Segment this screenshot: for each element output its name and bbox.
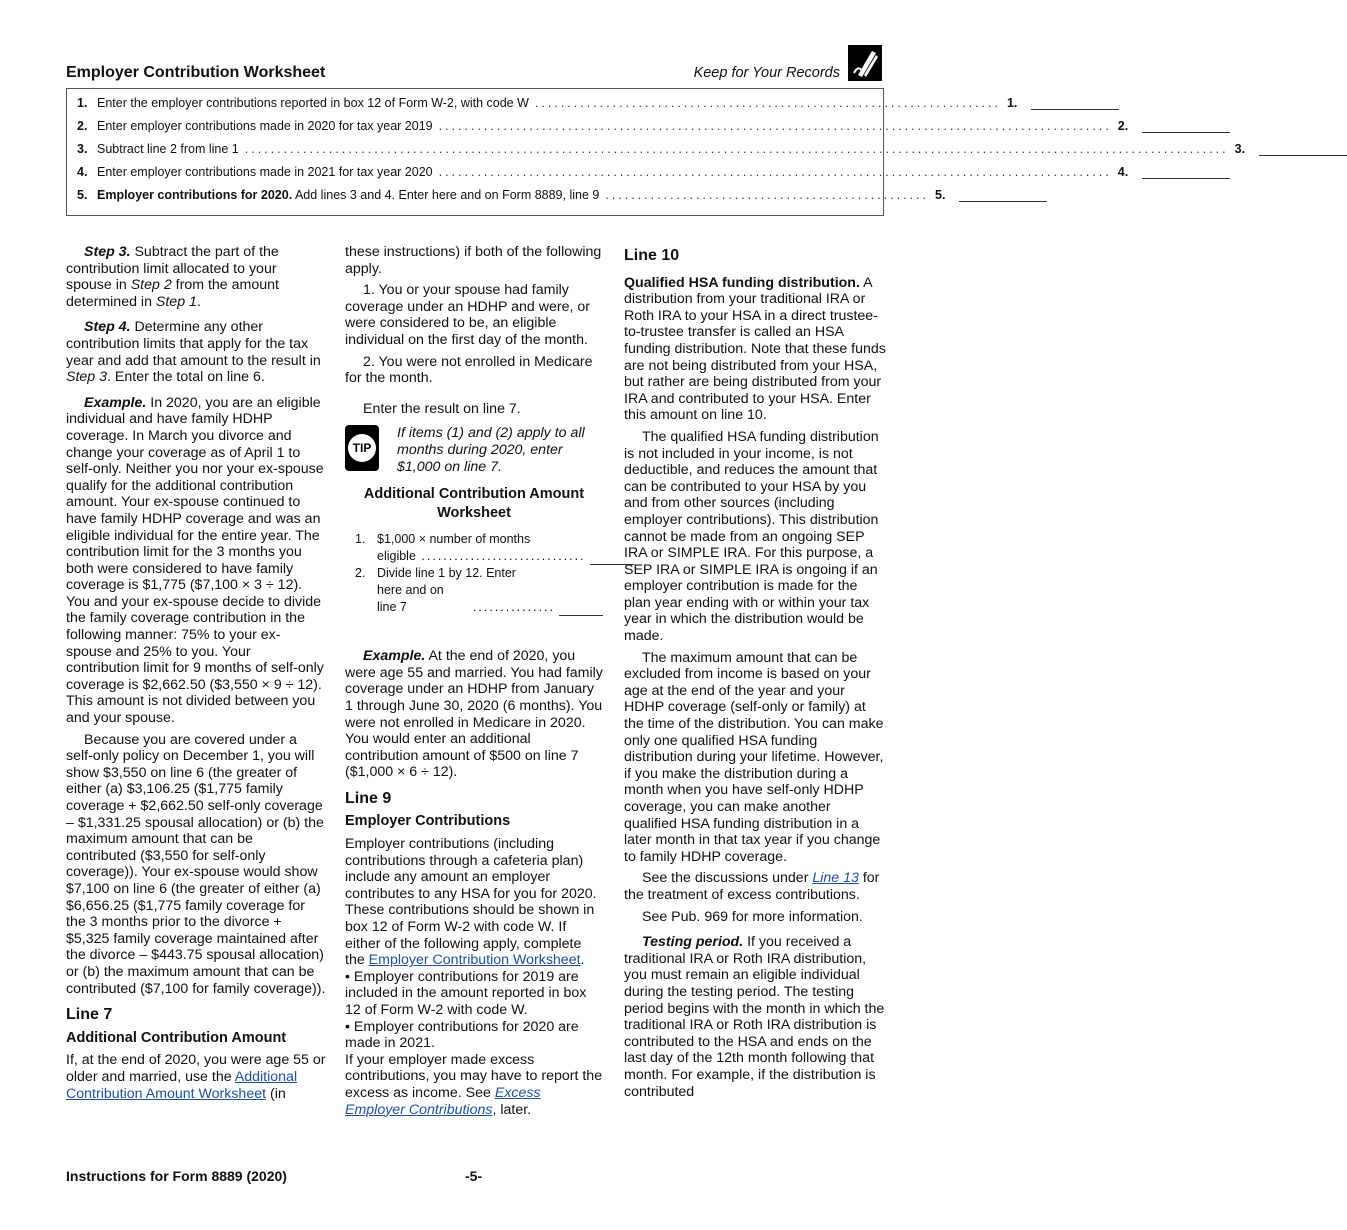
row-number: 2. — [77, 119, 88, 133]
example-paragraph — [345, 648, 603, 781]
column-1 — [66, 244, 326, 1107]
text: 1. — [355, 532, 366, 547]
example-label: Example. — [363, 648, 426, 665]
step3-label: Step 3. — [84, 244, 131, 260]
worksheet-line-1 — [355, 531, 603, 565]
paragraph-3: The maximum amount that can be excluded from income is based on your age at the end of the year and your HDHP coverage (self-only or family) at the time of the distribution. You can make only one qualified HSA funding distribution during your lifetime. However, if you make the distribution during a month when you have self-only HDHP coverage, you can make another qualified HSA funding distribution in a later month in that tax year if you change to family HDHP coverage. — [624, 649, 884, 865]
tip-icon — [345, 425, 379, 471]
line7-heading: Line 7 — [66, 1006, 113, 1024]
worksheet-row — [77, 161, 1129, 179]
text: from the amount determined in — [66, 277, 279, 310]
line9-subheading: Employer Contributions — [345, 813, 511, 830]
testing-period-label: Testing period. — [642, 934, 744, 951]
line10-heading: Line 10 — [624, 247, 680, 264]
amount-blank[interactable] — [1142, 118, 1230, 133]
worksheet-title: Employer Contribution Worksheet — [66, 64, 326, 81]
step4-label: Step 4. — [84, 319, 131, 336]
text: If you received a traditional IRA or Roth IRA distribution, you must remain an eligible individual during the testing period. The testing period begins with the month in which the traditional IRA or Roth IRA distribution is contributed to the HSA and ends on the last day of the 12th month following that month. For example, if the distribution is contributed — [624, 934, 885, 1100]
because-paragraph: Because you are covered under a self-only policy on December 1, you will show $3,550 on line 6 (the greater of either (a) $3,106.25 ($1,775 family coverage + $2,662.50 self-only coverage – $1,331.25 spousal allocation) or (b) the maximum amount that can be contributed ($3,550 for self-only coverage)). Your ex-spouse would show $7,100 on line 6 (the greater of either (a) $6,656.25 ($1,775 family coverage for the 3 months prior to the divorce + $5,325 family coverage maintained after the divorce – $443.75 spousal allocation) or (b) the maximum amount that can be contributed ($7,100 for family coverage)). — [66, 731, 326, 997]
text: , later. — [492, 1101, 532, 1118]
tip-text: If items (1) and (2) apply to all months during 2020, enter $1,000 on line 7. — [397, 425, 585, 475]
footer-form-title: Instructions for Form 8889 (2020) — [66, 1168, 287, 1184]
additional-contribution-worksheet — [355, 531, 603, 616]
testing-period-paragraph — [624, 934, 886, 1100]
text: . — [196, 293, 201, 310]
text: If your employer made excess contributions, you may have to report the excess as income. See — [345, 1051, 603, 1101]
text: eligible — [377, 549, 416, 564]
text: here and on line 7 — [377, 583, 444, 615]
text: Step 1 — [155, 293, 197, 310]
worksheet-line-2 — [355, 565, 603, 616]
line-number: 4. — [1117, 165, 1129, 179]
excess-employer-contributions-link[interactable]: Excess Employer Contributions — [345, 1084, 541, 1118]
leader-dots: ........................................................................................................................................................ — [244, 142, 1229, 156]
amount-blank[interactable] — [1142, 164, 1230, 179]
pub-paragraph: See Pub. 969 for more information. — [642, 908, 863, 925]
step3-paragraph — [66, 244, 326, 310]
line-number: 5. — [935, 188, 946, 202]
line9-heading: Line 9 — [345, 789, 392, 807]
line-number: 1. — [1006, 96, 1018, 110]
amount-blank[interactable] — [959, 187, 1047, 202]
leader-dots: ........................................................................ — [534, 96, 1001, 110]
keep-for-records-label: Keep for Your Records — [693, 65, 840, 81]
employer-contribution-worksheet-link[interactable]: Employer Contribution Worksheet — [368, 952, 581, 969]
row-text: Enter the employer contributions reported in box 12 of Form W-2, with code W — [97, 96, 529, 110]
line13-link[interactable]: Line 13 — [812, 870, 859, 887]
leader-dots: ............... — [461, 600, 555, 615]
worksheet-header — [66, 62, 884, 84]
row-number: 5. — [77, 188, 88, 202]
leader-dots: .............................. — [415, 549, 586, 564]
page-number: -5- — [465, 1168, 483, 1184]
continuation-paragraph: these instructions) if both of the following apply. — [345, 244, 602, 277]
row-text: Subtract line 2 from line 1 — [97, 142, 239, 156]
text: Determine any other contribution limits that apply for the tax year and add that amount to the result in — [66, 319, 321, 369]
amount-blank[interactable] — [559, 602, 603, 616]
qualified-hsa-label: Qualified HSA funding distribution. — [624, 274, 860, 291]
enter-result: Enter the result on line 7. — [363, 400, 521, 417]
text: . Enter the total on line 6. — [107, 369, 265, 386]
row-number: 3. — [77, 142, 88, 156]
bullet-1: • Employer contributions for 2019 are included in the amount reported in box 12 of Form W-2 with code W. — [345, 968, 587, 1018]
row-number: 1. — [77, 96, 88, 110]
text: (in — [266, 1085, 286, 1102]
example-label: Example. — [84, 394, 147, 411]
text: $1,000 × number of months — [377, 532, 531, 547]
qualified-hsa-paragraph — [624, 275, 886, 424]
row-text — [97, 188, 599, 202]
amount-blank[interactable] — [1031, 95, 1119, 110]
leader-dots: .................................................. — [605, 188, 929, 202]
text: 2. — [355, 566, 366, 581]
tip-icon-label: TIP — [348, 434, 376, 462]
leader-dots: ........................................................................................................ — [438, 165, 1112, 179]
example-paragraph — [66, 395, 326, 727]
text: for the treatment of excess contributions. — [624, 870, 880, 903]
text: If, at the end of 2020, you were age 55 or older and married, use the — [66, 1052, 326, 1085]
employer-contribution-worksheet — [66, 88, 1246, 216]
item-2: 2. You were not enrolled in Medicare for the month. — [345, 353, 593, 387]
tip-box — [345, 425, 603, 475]
additional-contribution-worksheet-title: Additional Contribution Amount Worksheet — [363, 486, 585, 522]
text: Employer contributions (including contributions through a cafeteria plan) include any amount an employer contributes to any HSA for you for 2020. These contributions should be shown in box 12 of Form W-2 with code W. If either of the following apply, complete the — [345, 836, 597, 969]
see-discussions-paragraph — [624, 870, 886, 903]
row-text-rest: Add lines 3 and 4. Enter here and on Form 8889, line 9 — [292, 188, 600, 202]
text: Divide line 1 by 12. Enter — [377, 566, 516, 581]
line9-paragraph — [345, 836, 603, 969]
worksheet-row — [77, 184, 946, 202]
additional-contribution-worksheet-link[interactable]: Additional Contribution Amount Worksheet — [66, 1068, 298, 1102]
line-number: 2. — [1117, 119, 1129, 133]
paragraph-2: The qualified HSA funding distribution is not included in your income, is not deductible, and reduces the amount that can be contributed to your HSA by you and from other sources (including employer contributions). This distribution cannot be made from an ongoing SEP IRA or SIMPLE IRA. For this purpose, a SEP IRA or SIMPLE IRA is ongoing if an employer contribution is made for the plan year ending with or within your tax year in which the distribution would be made. — [624, 428, 879, 645]
text: Step 3 — [66, 369, 108, 386]
row-text: Enter employer contributions made in 2020 for tax year 2019 — [97, 119, 433, 133]
row-number: 4. — [77, 165, 88, 179]
text: In 2020, you are an eligible individual and have family HDHP coverage. In March you divorce and change your coverage as of April 1 to self-only. Neither you nor your ex-spouse qualify for the additional contribution amount. Your ex-spouse continued to have family HDHP coverage and was an eligible individual for the entire year. The contribution limit for the 3 months you both were considered to have family coverage is $1,775 ($7,100 × 3 ÷ 12). You and your ex-spouse decide to divide the family coverage contribution in the following manner: 75% to your ex-spouse and 25% to you. Your contribution limit for 9 months of self-only coverage is $2,662.50 ($3,550 × 9 ÷ 12). This amount is not divided between you and your spouse. — [66, 394, 324, 727]
line7-subheading: Additional Contribution Amount — [66, 1029, 287, 1046]
column-2 — [345, 244, 603, 1123]
column-3 — [624, 244, 886, 1105]
row-bold-text: Employer contributions for 2020. — [97, 188, 293, 202]
leader-dots: ........................................................................................................ — [438, 119, 1112, 133]
bullet-2: • Employer contributions for 2020 are made in 2021. — [345, 1018, 579, 1052]
text: A distribution from your traditional IRA or Roth IRA to your HSA in a direct trustee-to-trustee transfer is called an HSA funding distribution. Note that these funds are not being distributed from your HSA, but rather are being distributed from your IRA and contributed to your HSA. Enter this amount on line 10. — [624, 274, 886, 424]
amount-blank[interactable] — [1259, 141, 1347, 156]
text: At the end of 2020, you were age 55 and married. You had family coverage under an HDHP from January 1 through June 30, 2020 (6 months). You were not enrolled in Medicare in 2020. You would enter an additional contribution amount of $500 on line 7 ($1,000 × 6 ÷ 12). — [345, 648, 603, 781]
text: See the discussions under — [642, 870, 813, 887]
text: Step 2 — [130, 277, 172, 294]
text: Subtract the part of the contribution limit allocated to your spouse in — [66, 244, 279, 294]
worksheet-row — [77, 115, 1129, 133]
excess-paragraph — [345, 1052, 603, 1118]
step4-paragraph — [66, 319, 326, 385]
line-number: 3. — [1234, 142, 1246, 156]
line7-paragraph — [66, 1052, 326, 1102]
pen-icon — [848, 45, 882, 81]
text: . — [580, 952, 585, 969]
worksheet-row — [77, 92, 1018, 110]
worksheet-row — [77, 138, 1246, 156]
row-text: Enter employer contributions made in 2021 for tax year 2020 — [97, 165, 433, 179]
item-1: 1. You or your spouse had family coverage under an HDHP and were, or were considered to be, an eligible individual on the first day of the month. — [345, 282, 591, 348]
